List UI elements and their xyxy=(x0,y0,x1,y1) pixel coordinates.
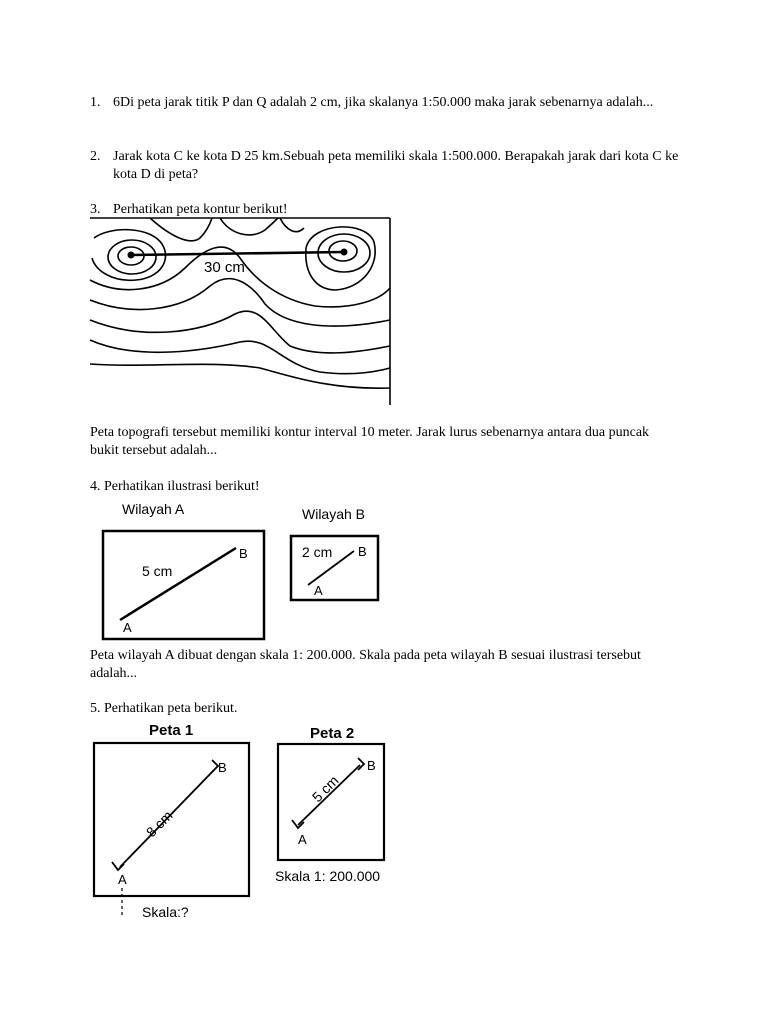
question-5-heading: 5. Perhatikan peta berikut. xyxy=(90,701,238,716)
region-a-figure xyxy=(100,500,270,642)
question-number: 3. xyxy=(90,202,101,217)
point-b-label: B xyxy=(367,758,376,773)
point-b-label: B xyxy=(218,760,227,775)
question-number: 2. xyxy=(90,149,101,164)
distance-label: 8 cm xyxy=(142,807,176,841)
point-b-label: B xyxy=(239,546,248,561)
region-b-title: Wilayah B xyxy=(302,506,366,522)
region-a-title: Wilayah A xyxy=(122,501,185,517)
question-3 xyxy=(90,201,680,219)
map-2-figure xyxy=(272,722,392,888)
question-text: Perhatikan peta kontur berikut! xyxy=(113,202,288,217)
contour-map xyxy=(90,218,390,405)
point-a-label: A xyxy=(314,583,323,598)
distance-label: 5 cm xyxy=(142,563,173,579)
region-b-figure xyxy=(288,504,382,604)
question-text: 6Di peta jarak titik P dan Q adalah 2 cm, jika skalanya 1:50.000 maka jarak sebenarnya adalah... xyxy=(113,95,654,110)
point-a-label: A xyxy=(118,872,127,887)
question-3-followup: Peta topografi tersebut memiliki kontur interval 10 meter. Jarak lurus sebenarnya antara dua puncak bukit tersebut adalah... xyxy=(90,425,650,458)
point-b-label: B xyxy=(358,544,367,559)
map-1-figure xyxy=(92,720,252,920)
question-4-heading: 4. Perhatikan ilustrasi berikut! xyxy=(90,479,260,494)
question-2 xyxy=(90,148,680,184)
distance-label: 2 cm xyxy=(302,544,333,560)
map-1-title: Peta 1 xyxy=(149,722,194,739)
question-4-followup: Peta wilayah A dibuat dengan skala 1: 200.000. Skala pada peta wilayah B sesuai ilustrasi tersebut adalah... xyxy=(90,648,641,681)
question-text: Jarak kota C ke kota D 25 km.Sebuah peta memiliki skala 1:500.000. Berapakah jarak dari kota C ke kota D di peta? xyxy=(113,149,679,182)
map-1-scale: Skala:? xyxy=(142,904,189,920)
point-a-label: A xyxy=(298,832,307,847)
map-2-title: Peta 2 xyxy=(310,725,355,742)
point-a-label: A xyxy=(123,620,132,635)
question-number: 1. xyxy=(90,95,101,110)
distance-label: 30 cm xyxy=(204,259,245,276)
question-1 xyxy=(90,94,680,112)
map-2-scale: Skala 1: 200.000 xyxy=(275,868,381,884)
distance-label: 5 cm xyxy=(308,772,342,806)
